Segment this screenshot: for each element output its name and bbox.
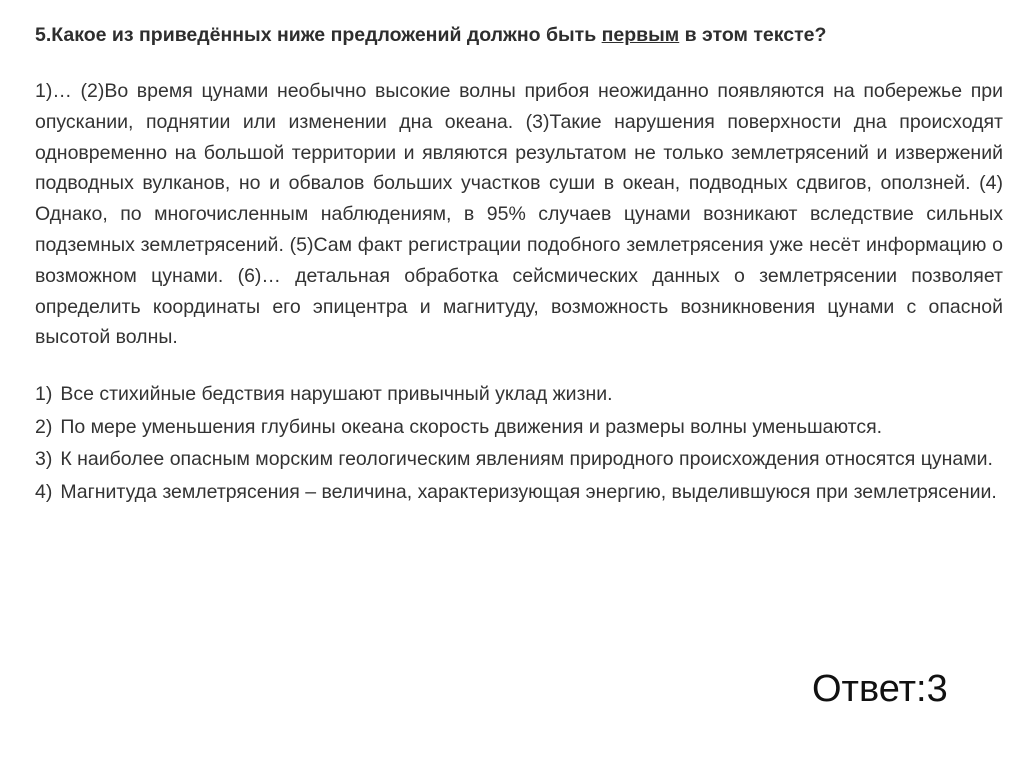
question-emphasis: первым <box>601 24 680 46</box>
option-1 <box>35 379 1003 410</box>
answer-value: 3 <box>926 668 948 710</box>
answer-options <box>35 379 1003 507</box>
answer-label: Ответ: <box>812 668 927 710</box>
passage-text: 1)… (2)Во время цунами необычно высокие волны прибоя неожиданно появляются на побережье при опускании, поднятии или изменении дна океана. (3)Такие нарушения поверхности дна происходят одновременно на большой территории и являются результатом не только землетрясений и извержений подводных вулканов, но и обвалов больших участков суши в океан, подводных сдвигов, оползней. (4) Однако, по многочисленным наблюдениям, в 95% случаев цунами возникают вследствие сильных подземных землетрясений. (5)Сам факт регистрации подобного землетрясения уже несёт информацию о возможном цунами. (6)… детальная обработка сейсмических данных о землетрясении позволяет определить координаты его эпицентра и магнитуду, возможность возникновения цунами с опасной высотой волны. <box>35 80 1003 349</box>
option-text: Все стихийные бедствия нарушают привычный уклад жизни. <box>60 383 613 406</box>
option-number: 2) <box>35 415 53 438</box>
option-3 <box>35 444 1003 475</box>
task-block <box>35 22 1010 509</box>
question <box>35 22 1010 48</box>
option-text: Магнитуда землетрясения – величина, характеризующая энергию, выделившуюся при землетрясении. <box>60 480 997 503</box>
option-text: По мере уменьшения глубины океана скорость движения и размеры волны уменьшаются. <box>60 415 883 438</box>
option-2 <box>35 412 1003 443</box>
question-suffix: в этом тексте? <box>679 24 827 46</box>
answer <box>812 666 948 712</box>
question-prefix: 5.Какое из приведённых ниже предложений должно быть <box>35 24 602 46</box>
option-4 <box>35 477 1003 508</box>
option-number: 1) <box>35 383 53 406</box>
option-text: К наиболее опасным морским геологическим явлениям природного происхождения относятся цунами. <box>60 448 993 471</box>
option-number: 3) <box>35 448 53 471</box>
option-number: 4) <box>35 480 53 503</box>
